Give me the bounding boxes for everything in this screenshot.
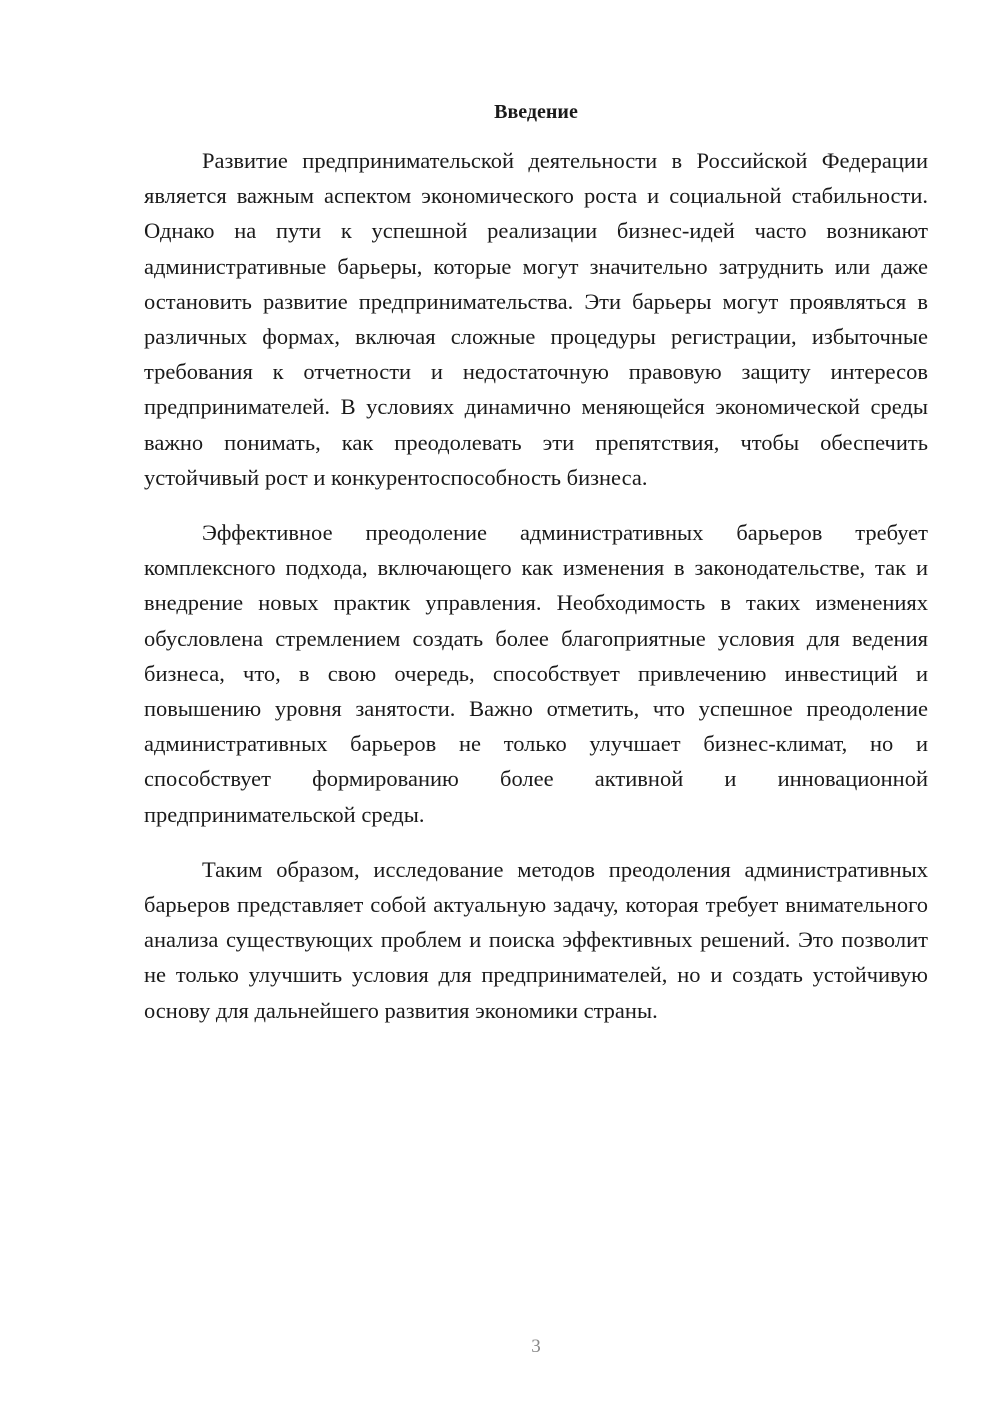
section-heading: Введение (494, 101, 578, 123)
paragraph-2: Эффективное преодоление административных барьеров требует комплексного подхода, включающего как изменения в законодательстве, так и внедрение новых практик управления. Необходимость в таких изменениях обусловлена стремлением создать более благоприятные условия для ведения бизнеса, что, в свою очередь, способствует привлечению инвестиций и повышению уровня занятости. Важно отметить, что успешное преодоление административных барьеров не только улучшает бизнес-климат, но и способствует формированию более активной и инновационной предпринимательской среды. (144, 520, 928, 827)
paragraph-1: Развитие предпринимательской деятельности в Российской Федерации является важным аспектом экономического роста и социальной стабильности. Однако на пути к успешной реализации бизнес-идей часто возникают административные барьеры, которые могут значительно затруднить или даже остановить развитие предпринимательства. Эти барьеры могут проявляться в различных формах, включая сложные процедуры регистрации, избыточные требования к отчетности и недостаточную правовую защиту интересов предпринимателей. В условиях динамично меняющейся экономической среды важно понимать, как преодолевать эти препятствия, чтобы обеспечить устойчивый рост и конкурентоспособность бизнеса. (144, 148, 928, 490)
body-text (144, 143, 928, 1028)
page-number: 3 (531, 1336, 541, 1357)
paragraph-3: Таким образом, исследование методов преодоления административных барьеров представляет собой актуальную задачу, которая требует внимательного анализа существующих проблем и поиска эффективных решений. Это позволит не только улучшить условия для предпринимателей, но и создать устойчивую основу для дальнейшего развития экономики страны. (144, 856, 928, 1023)
